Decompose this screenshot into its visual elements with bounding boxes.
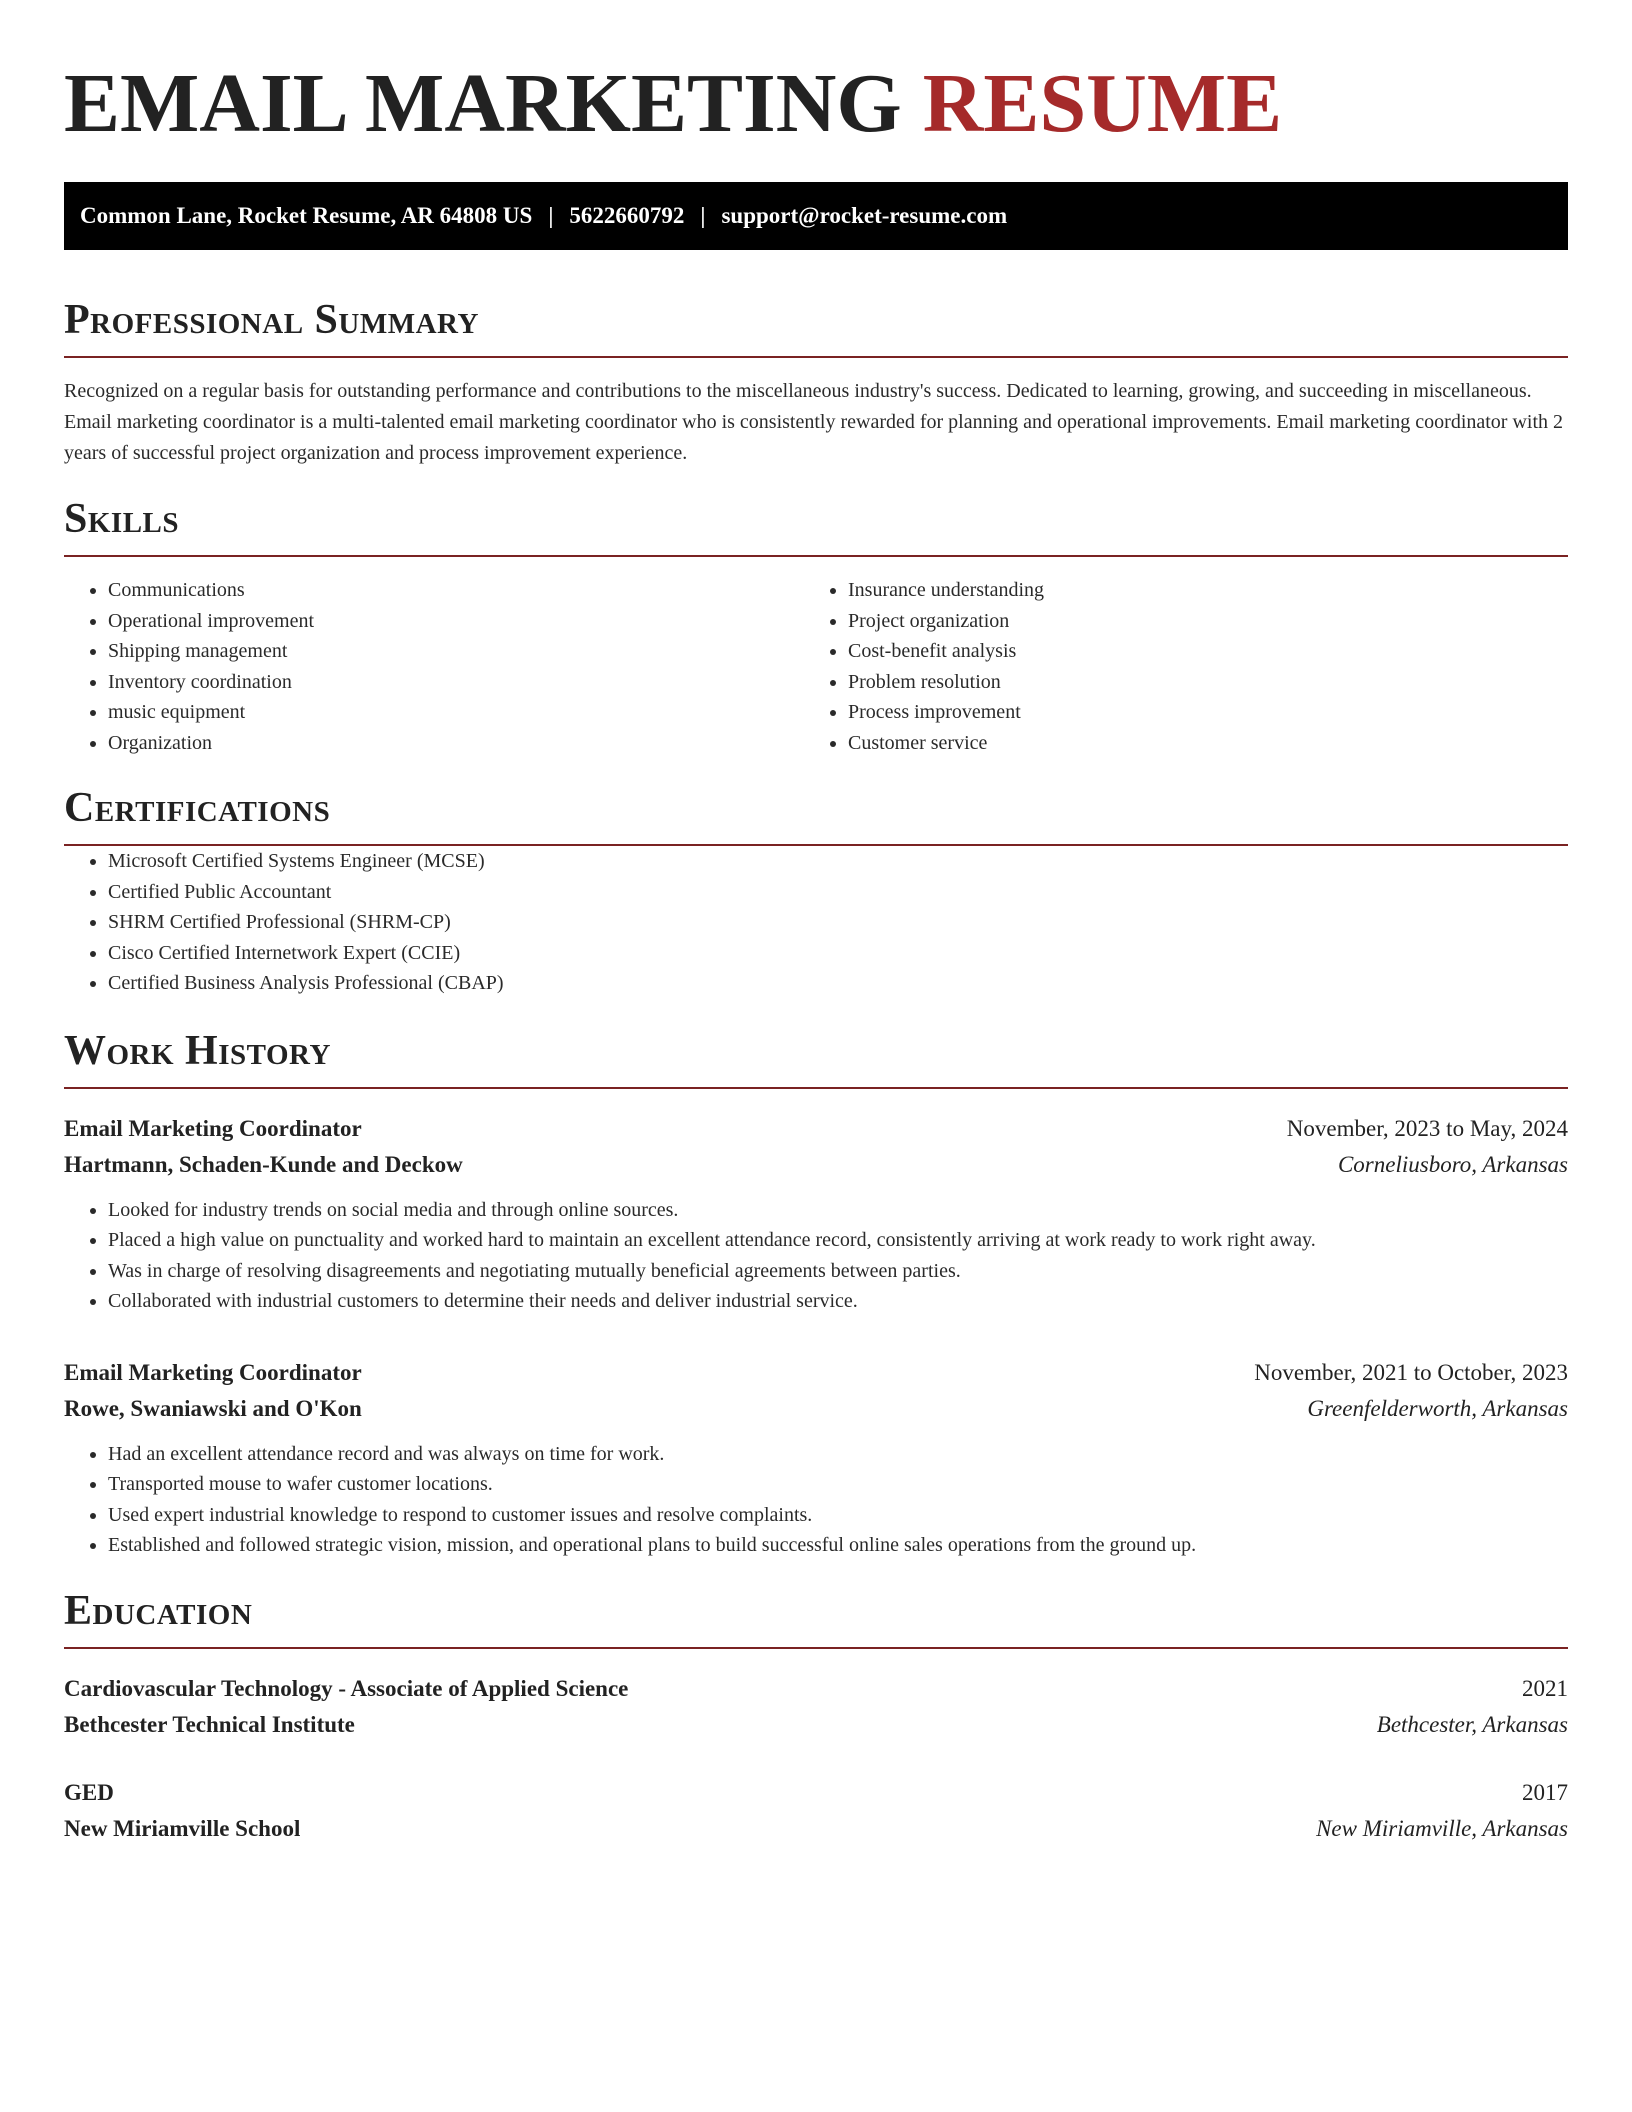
job-dates: November, 2021 to October, 2023 <box>1254 1359 1568 1385</box>
skill-item: • Communications <box>108 575 804 606</box>
education-school: Bethcester Technical Institute <box>64 1711 355 1737</box>
skill-item: • Organization <box>108 728 804 759</box>
education-degree-row <box>64 1671 1568 1707</box>
job-bullets <box>64 1195 1568 1317</box>
skills-section <box>64 495 1568 758</box>
section-divider <box>64 1647 1568 1649</box>
certifications-list <box>64 846 1568 999</box>
skill-item: • Process improvement <box>848 697 1544 728</box>
job-header-row <box>64 1355 1568 1391</box>
skill-item: • Problem resolution <box>848 667 1544 698</box>
summary-heading: Professional Summary <box>64 297 479 343</box>
certification-item: • Microsoft Certified Systems Engineer (MCSE) <box>108 846 1568 877</box>
title-main: EMAIL MARKETING <box>64 57 902 150</box>
certification-item: • Cisco Certified Internetwork Expert (CCIE) <box>108 938 1568 969</box>
section-divider <box>64 356 1568 358</box>
skill-item: • Operational improvement <box>108 606 804 637</box>
section-divider <box>64 555 1568 557</box>
job-bullet: • Collaborated with industrial customers to determine their needs and deliver industrial service. <box>108 1286 1568 1317</box>
education-year: 2021 <box>1522 1675 1568 1701</box>
contact-address: Common Lane, Rocket Resume, AR 64808 US <box>80 203 533 228</box>
certifications-heading: Certifications <box>64 785 331 831</box>
education-heading: Education <box>64 1587 253 1634</box>
job-bullets <box>64 1439 1568 1561</box>
job-company: Hartmann, Schaden-Kunde and Deckow <box>64 1151 463 1177</box>
skills-heading: Skills <box>64 496 180 542</box>
job-company: Rowe, Swaniawski and O'Kon <box>64 1395 362 1421</box>
education-section <box>64 1587 1568 1847</box>
job-location: Greenfelderworth, Arkansas <box>1307 1395 1568 1421</box>
skill-item: • Customer service <box>848 728 1544 759</box>
certification-item: • Certified Business Analysis Professional (CBAP) <box>108 968 1568 999</box>
contact-phone: 5622660792 <box>569 203 685 228</box>
job-bullet: • Used expert industrial knowledge to respond to customer issues and resolve complaints. <box>108 1500 1568 1531</box>
education-degree-row <box>64 1775 1568 1811</box>
education-school: New Miriamville School <box>64 1815 301 1841</box>
job-bullet: • Established and followed strategic vision, mission, and operational plans to build successful online sales operations from the ground up. <box>108 1530 1568 1561</box>
education-school-row <box>64 1707 1568 1743</box>
job-title: Email Marketing Coordinator <box>64 1359 362 1385</box>
skill-item: • Cost-benefit analysis <box>848 636 1544 667</box>
skill-item: • Shipping management <box>108 636 804 667</box>
job-bullet: • Was in charge of resolving disagreements and negotiating mutually beneficial agreements between parties. <box>108 1256 1568 1287</box>
education-location: New Miriamville, Arkansas <box>1316 1815 1568 1841</box>
resume-title <box>64 57 1568 150</box>
job-location: Corneliusboro, Arkansas <box>1337 1151 1568 1177</box>
education-school-row <box>64 1811 1568 1847</box>
work-history-section <box>64 1027 1568 1561</box>
skill-item: • Insurance understanding <box>848 575 1544 606</box>
skills-list-right <box>804 575 1544 758</box>
contact-bar <box>64 182 1568 250</box>
contact-separator: | <box>700 203 706 228</box>
certification-item: • Certified Public Accountant <box>108 877 1568 908</box>
education-location: Bethcester, Arkansas <box>1376 1711 1568 1737</box>
contact-separator: | <box>548 203 554 228</box>
job-entry <box>64 1355 1568 1561</box>
job-company-row <box>64 1391 1568 1427</box>
skill-item: • Project organization <box>848 606 1544 637</box>
job-dates: November, 2023 to May, 2024 <box>1286 1115 1568 1141</box>
job-bullet: • Looked for industry trends on social media and through online sources. <box>108 1195 1568 1226</box>
title-accent: RESUME <box>922 57 1283 150</box>
education-entry <box>64 1671 1568 1743</box>
job-bullet: • Transported mouse to wafer customer locations. <box>108 1469 1568 1500</box>
job-bullet: • Placed a high value on punctuality and worked hard to maintain an excellent attendance record, consistently arriving at work ready to work right away. <box>108 1225 1568 1256</box>
certification-item: • SHRM Certified Professional (SHRM-CP) <box>108 907 1568 938</box>
contact-email: support@rocket-resume.com <box>721 203 1008 228</box>
job-bullet: • Had an excellent attendance record and was always on time for work. <box>108 1439 1568 1470</box>
job-title: Email Marketing Coordinator <box>64 1115 362 1141</box>
skills-column-right <box>804 575 1544 758</box>
skills-list-left <box>64 575 804 758</box>
education-year: 2017 <box>1522 1779 1568 1805</box>
work-history-heading: Work History <box>64 1027 331 1074</box>
skills-column-left <box>64 575 804 758</box>
summary-section <box>64 296 1568 469</box>
skills-grid <box>64 575 1568 758</box>
education-degree: GED <box>64 1779 114 1805</box>
education-entry <box>64 1775 1568 1847</box>
skill-item: • music equipment <box>108 697 804 728</box>
education-degree: Cardiovascular Technology - Associate of Applied Science <box>64 1675 629 1701</box>
certifications-section <box>64 784 1568 999</box>
section-divider <box>64 1087 1568 1089</box>
summary-text: Recognized on a regular basis for outstanding performance and contributions to the miscellaneous industry's success. Dedicated to learning, growing, and succeeding in miscellaneous. Email marketing coordinator is a multi-talented email marketing coordinator who is consistently rewarded for planning and operational improvements. Email marketing coordinator with 2 years of successful project organization and process improvement experience. <box>64 380 1564 464</box>
job-header-row <box>64 1111 1568 1147</box>
job-company-row <box>64 1147 1568 1183</box>
job-entry <box>64 1111 1568 1317</box>
skill-item: • Inventory coordination <box>108 667 804 698</box>
